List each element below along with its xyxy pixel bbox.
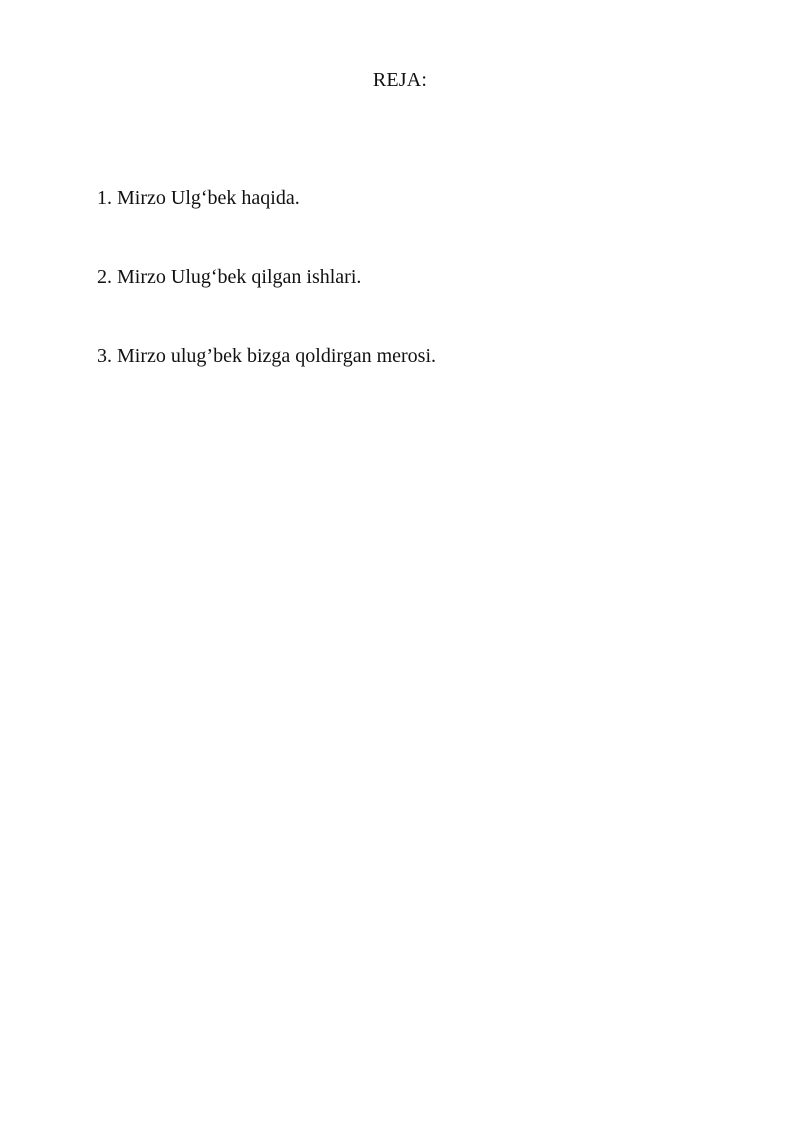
plan-item-3: 3. Mirzo ulug’bek bizga qoldirgan merosi. (97, 345, 437, 367)
plan-item-2: 2. Mirzo Ulug‘bek qilgan ishlari. (97, 266, 362, 288)
plan-item-1: 1. Mirzo Ulg‘bek haqida. (97, 187, 300, 209)
page-title: REJA: (372, 69, 428, 91)
